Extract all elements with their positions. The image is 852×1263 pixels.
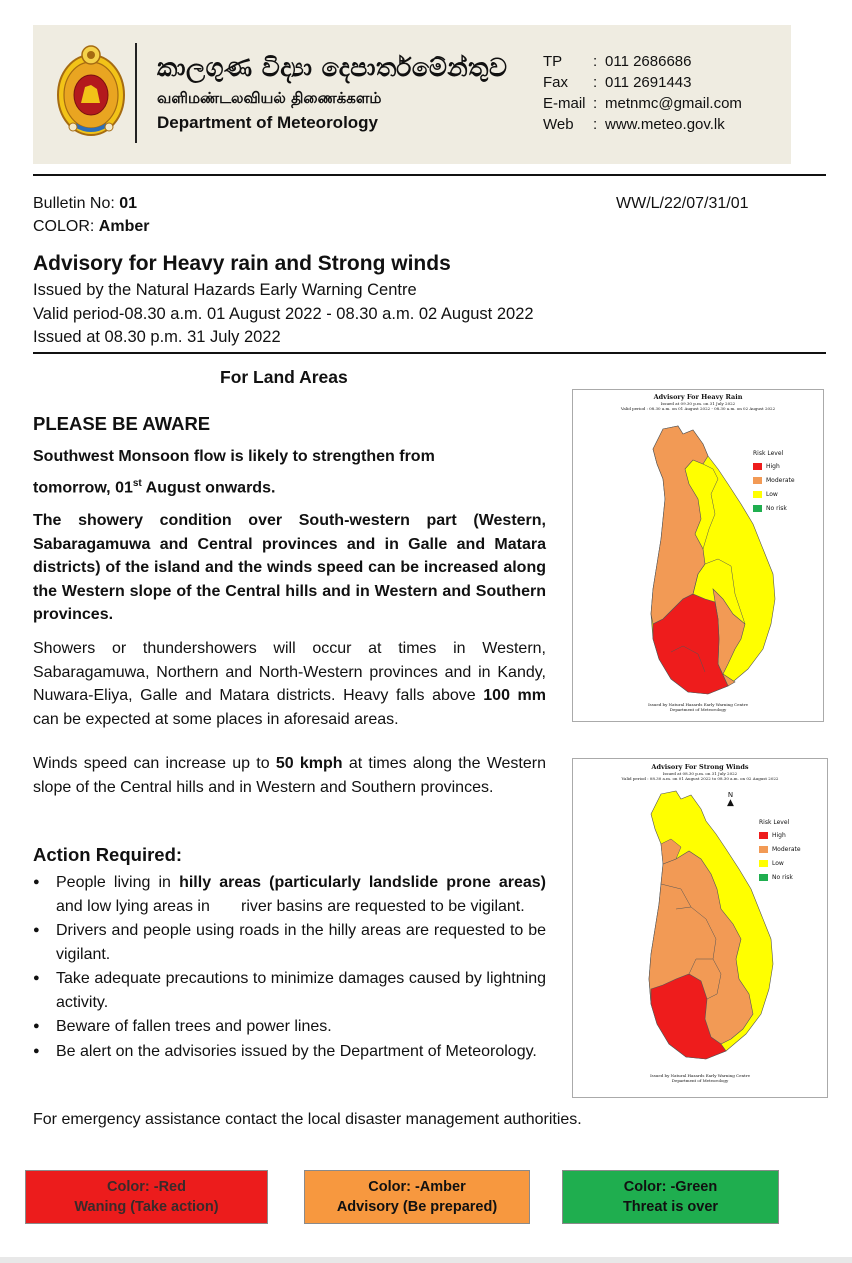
page-bottom-edge [0,1257,852,1263]
map-footer-line: Issued by Natural Hazards Early Warning Centre [650,1073,750,1078]
legend-swatch [753,505,762,512]
map-valid: Valid period : 08.30 a.m. on 01 August 2022 to 08.30 a.m. on 02 August 2022 [621,776,779,781]
map-title: Advisory For Heavy Rain [653,393,743,401]
legend-label: No risk [766,505,787,512]
header-rule [33,174,826,176]
legend-title: Risk Level [753,450,784,457]
monsoon-tail: August onwards. [141,479,276,497]
legend-swatch [759,832,768,839]
legend-item-low [753,491,795,498]
legend-item-no-risk [759,874,801,881]
winds-text: Winds speed can increase up to [33,755,276,772]
section-heading: For Land Areas [220,367,348,387]
contact-email [543,93,742,114]
strong-winds-map [572,758,828,1098]
org-name-english: Department of Meteorology [157,113,379,132]
legend-swatch [753,491,762,498]
legend-label: High [766,463,780,470]
sri-lanka-emblem-icon [53,43,129,139]
emergency-contact-note: For emergency assistance contact the local disaster management authorities. [33,1111,582,1128]
showers-text-tail: can be expected at some places in aforesaid areas. [33,710,399,728]
advisory-valid-period: Valid period-08.30 a.m. 01 August 2022 - 08.30 a.m. 02 August 2022 [33,305,534,323]
legend-label: Moderate [766,477,795,484]
bulletin-number-value: 01 [119,195,138,212]
action-text-tail: and low lying areas in river basins are requested to be vigilant. [56,874,551,915]
winds-paragraph [33,752,546,799]
list-item: ● Take adequate precautions to minimize damages caused by lightning activity. [33,967,546,1014]
rainfall-amount: 100 mm [483,687,547,704]
showers-paragraph [33,637,546,731]
wind-speed: 50 kmph [275,755,343,772]
legend-label: Low [766,491,778,498]
bulletin-number-label: Bulletin No: [33,195,120,212]
legend-swatch [759,846,768,853]
winds-text-tail: at times along the Western slope of the Central hills and in Western and Southern provinces. [33,755,546,796]
map-footer-line: Issued by Natural Hazards Early Warning Centre [648,702,748,707]
contact-email-link[interactable]: metnmc@gmail.com [605,95,742,112]
legend-item-no-risk [753,505,795,512]
monsoon-notice [33,443,513,501]
bulletin-color [33,216,149,238]
map-title: Advisory For Strong Winds [651,763,749,771]
heavy-rain-map [572,389,824,722]
showers-text: Showers or thundershowers will occur at times in Western, Sabaragamuwa, Northern and North-Western provinces and in Kandy, Nuwara-Eliya, Galle and Matara districts. Heavy falls above [33,640,546,704]
contact-label: Web [543,116,574,133]
legend-title: Risk Level [759,819,790,826]
sri-lanka-wind-map-icon [621,789,781,1074]
legend-label: Low [772,860,784,867]
contact-value: 011 2691443 [605,74,692,91]
bulletin-color-label: COLOR: [33,218,99,235]
bulletin-color-value: Amber [98,218,150,235]
please-be-aware-heading: PLEASE BE AWARE [33,413,211,434]
legend-swatch [759,874,768,881]
title-rule [33,352,826,354]
monsoon-date: tomorrow, 01 [33,479,133,497]
legend-label: No risk [772,874,793,881]
action-list [33,871,551,1064]
contact-fax [543,72,742,93]
color-key-amber [304,1170,530,1224]
north-arrow-glyph: ▲ [727,798,734,808]
legend-label: Moderate [772,846,801,853]
list-item: ● Drivers and people using roads in the hilly areas are requested to be vigilant. [33,919,546,966]
contact-sep: : [593,95,598,112]
color-key-meaning: Waning (Take action) [74,1199,219,1215]
map-legend [759,819,801,888]
contact-block [543,51,742,135]
color-key-red [25,1170,268,1224]
contact-sep: : [593,116,598,133]
contact-label: TP [543,53,563,70]
legend-item-high [753,463,795,470]
advisory-issued-by: Issued by the Natural Hazards Early Warning Centre [33,281,417,299]
action-emphasis: hilly areas (particularly landslide prone areas) [179,874,546,891]
advisory-issued-at: Issued at 08.30 p.m. 31 July 2022 [33,328,281,346]
map-footer [573,702,823,712]
contact-label: E-mail [543,95,586,112]
legend-swatch [759,860,768,867]
legend-item-low [759,860,801,867]
advisory-title: Advisory for Heavy rain and Strong winds [33,252,451,275]
contact-sep: : [593,74,598,91]
legend-item-moderate [753,477,795,484]
map-footer-line: Department of Meteorology [669,707,727,712]
legend-swatch [753,463,762,470]
map-footer [573,1073,827,1083]
map-legend [753,450,795,519]
monsoon-line-2 [33,470,513,501]
map-footer-line: Department of Meteorology [671,1078,729,1083]
contact-tp [543,51,742,72]
legend-swatch [753,477,762,484]
org-name-tamil: வளிமண்டலவியல் திணைக்களம் [157,89,382,107]
header-divider [135,43,137,143]
north-label: N [727,791,734,799]
contact-sep: : [593,53,598,70]
legend-item-high [759,832,801,839]
map-valid: Valid period : 08.30 a.m. on 01 August 2022 - 08.30 a.m. on 02 August 2022 [620,406,776,411]
color-key-green [562,1170,779,1224]
bulletin-reference: WW/L/22/07/31/01 [616,195,749,212]
map-issued: Issued at 09.30 p.m. on 31 July 2022 [660,401,736,406]
color-key-title: Color: -Amber [368,1179,466,1195]
monsoon-line-1: Southwest Monsoon flow is likely to strengthen from [33,448,435,465]
legend-item-moderate [759,846,801,853]
map-issued: Issued at 08.30 p.m. on 31 July 2022 [662,771,738,776]
org-name-sinhala: කාලගුණ විද්‍යා දෙපාර්තමේන්තුව [157,53,508,82]
list-item: ● Beware of fallen trees and power lines. [33,1015,546,1039]
list-item [33,871,551,918]
contact-value: 011 2686686 [605,53,692,70]
showery-paragraph: The showery condition over South-western part (Western, Sabaragamuwa and Central provinces and in Galle and Matara districts) of the island and the winds speed can be increased along the Western slope of the Central hills and in Western and Southern provinces. [33,512,546,623]
color-key-title: Color: -Green [623,1179,718,1195]
legend-label: High [772,832,786,839]
contact-web [543,114,742,135]
contact-label: Fax [543,74,569,91]
action-text: People living in [56,874,180,891]
monsoon-date-suffix: st [132,478,142,489]
list-item: ● Be alert on the advisories issued by the Department of Meteorology. [33,1040,546,1064]
action-required-heading: Action Required: [33,844,183,865]
color-key-meaning: Advisory (Be prepared) [336,1199,498,1215]
color-key-title: Color: -Red [107,1179,186,1195]
letterhead [33,25,791,164]
bulletin-number [33,193,137,215]
contact-web-link[interactable]: www.meteo.gov.lk [605,116,725,133]
color-key-meaning: Threat is over [622,1199,719,1215]
